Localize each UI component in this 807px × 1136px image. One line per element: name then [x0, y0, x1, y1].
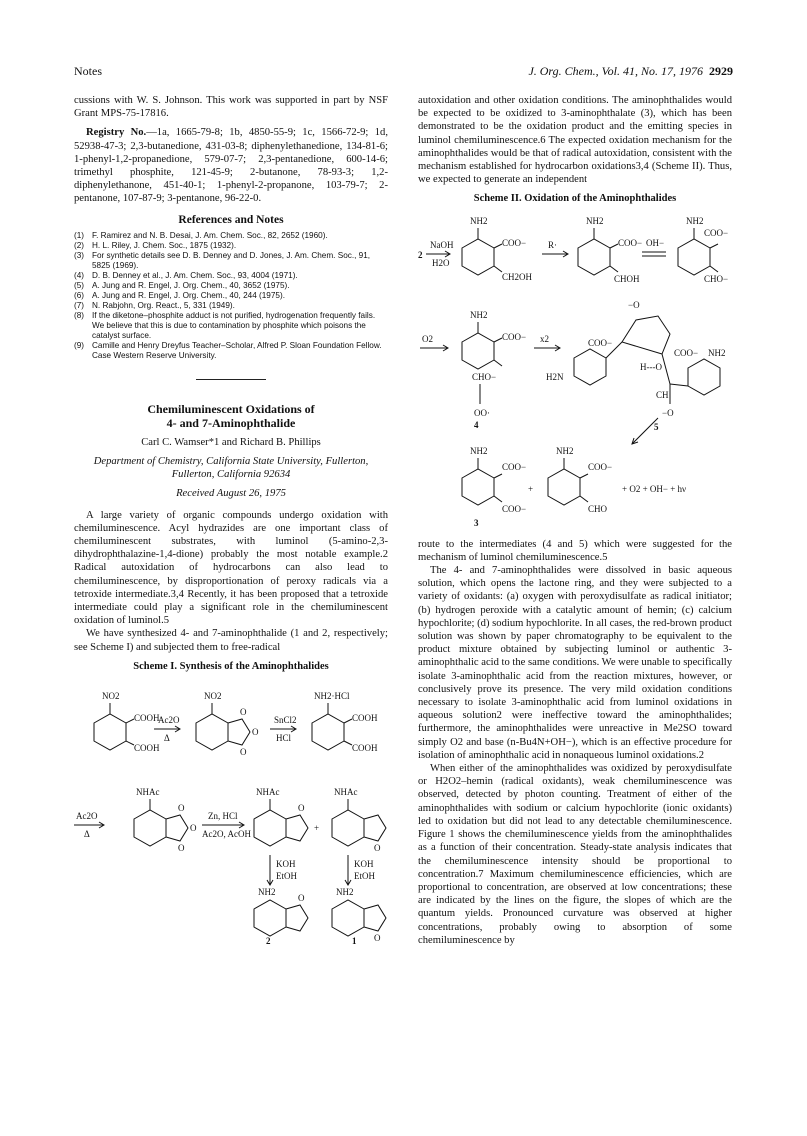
- carboxyl-label: COOH: [352, 713, 378, 724]
- oxygen-label: O: [374, 843, 381, 854]
- registry-paragraph: [74, 126, 388, 205]
- methods-paragraph: The 4- and 7-aminophthalides were dissolved in basic aqueous solution, which opens the lactone ring, and they were subjected to a variety of oxidants: (a) oxygen with peroxydisulfate as radical initiator; (b) hydrogen peroxide with a catalytic amount of hemin; (c) calcium hypochlorite; (d) sodium hypochlorite. In all cases, the red-brown product solution was shown by paper chromatography to be equivalent to the product mixture obtained by subjecting luminol or authentic 3-aminophthalic acid to the same conditions. We were unable to specifically isolate 3-aminophthalic acid from the reaction mixtures, however, or conclusively prove its presence. The very mild oxidation conditions necessary to isolate 3-aminophthalic acid from luminol oxidations in aqueous solution2 were ineffective toward the aminophthalides; furthermore, the aminophthalides were unreactive in Me2SO toward simply O2 and base (n-Bu4N+OH−), which is an effective procedure for isolation of aminophthalic acid in nonaqueous luminol oxidations.2: [418, 565, 733, 761]
- compound-number: 2: [418, 249, 423, 260]
- solvent-label: EtOH: [354, 871, 375, 882]
- benzene-ring: [688, 359, 720, 395]
- benzene-ring: [254, 900, 286, 936]
- carboxyl-label: COOH: [134, 713, 160, 724]
- reference-item: (4) D. B. Denney et al., J. Am. Chem. Soc., 93, 4004 (1971).: [74, 270, 298, 280]
- oxygen-label: O: [374, 933, 381, 944]
- compound-number: 2: [266, 936, 271, 946]
- lactone-ring: [364, 815, 386, 841]
- solvent-label: EtOH: [276, 871, 297, 882]
- benzene-ring: [462, 333, 494, 369]
- scheme-1-title: Scheme I. Synthesis of the Aminophthalides: [133, 660, 329, 672]
- benzene-ring: [312, 714, 344, 750]
- acknowledgment-paragraph: cussions with W. S. Johnson. This work was supported in part by NSF Grant MPS-75-17816.: [74, 95, 388, 120]
- reference-item: (7) N. Rabjohn, Org. React., 5, 331 (1949).: [74, 300, 235, 310]
- oxygen-label: O: [178, 843, 185, 854]
- carboxyl-label: COOH: [134, 743, 160, 754]
- amine-label: NH2: [470, 309, 488, 320]
- peroxy-radical-label: OO·: [474, 407, 490, 418]
- benzene-ring: [578, 239, 610, 275]
- page-number: 2929: [709, 64, 733, 78]
- amine-salt-label: NH2·HCl: [314, 691, 350, 702]
- plus-sign: +: [528, 483, 534, 494]
- amine-label: NH2: [586, 215, 604, 226]
- synthesis-paragraph: We have synthesized 4- and 7-aminophthalide (1 and 2, respectively; see Scheme I) and subjected them to free-radical: [74, 628, 388, 653]
- plus-sign: +: [314, 823, 320, 834]
- dimerization-label: x2: [540, 333, 549, 344]
- acetamido-label: NHAc: [136, 787, 160, 798]
- radical-carbinol-label: CHOH: [614, 273, 640, 284]
- reagent-label: Ac2O: [76, 811, 98, 822]
- reference-item: (8) If the diketone–phosphite adduct is not purified, hydrogenation frequently fails. We believe that this is due to contamination by phosphite which poisons the catalyst surface.: [74, 310, 376, 340]
- carboxylate-label: COO−: [704, 227, 729, 238]
- oxide-label: −O: [662, 407, 674, 418]
- hydroxymethyl-label: CH2OH: [502, 271, 533, 282]
- article-title-line-2: 4- and 7-Aminophthalide: [166, 415, 296, 430]
- autoxidation-paragraph: autoxidation and other oxidation conditions. The aminophthalides would be expected to be oxidized to 3-aminophthalate (3), which has been demonstrated to be the oxidation product and the emitting species in luminol chemiluminescence.6 The expected oxidation mechanism for the aminophthalides would be that of radical autoxidation, consistent with the mechanism established for hydrocarbon oxidations3,4 (Scheme II). Thus, we expected to generate an independent: [418, 95, 732, 186]
- compound-number: 1: [352, 936, 357, 946]
- reference-item: (5) A. Jung and R. Engel, J. Org. Chem., 40, 3652 (1975).: [74, 280, 290, 290]
- base-label: OH−: [646, 237, 665, 248]
- carboxylate-label: COO−: [502, 503, 527, 514]
- references-list: [74, 231, 388, 361]
- reagent-label: Ac2O: [158, 715, 180, 726]
- reference-item: (3) For synthetic details see D. B. Denney and D. Jones, J. Am. Chem. Soc., 91, 5825 (1969).: [74, 250, 371, 270]
- benzene-ring: [134, 810, 166, 846]
- lactone-ring: [286, 815, 308, 841]
- reagent-label: Ac2O, AcOH: [202, 829, 251, 840]
- affiliation: Department of Chemistry, California State University, Fullerton, Fullerton, California 92634: [93, 456, 369, 481]
- right-column: [418, 94, 732, 947]
- reference-item: (2) H. L. Riley, J. Chem. Soc., 1875 (1932).: [74, 240, 237, 250]
- running-head-section: Notes: [74, 64, 102, 78]
- reagent-label: KOH: [354, 859, 374, 870]
- oxygen-label: O: [252, 727, 259, 738]
- oxygen-label: O: [298, 893, 305, 904]
- oxygen-label: O: [190, 823, 197, 834]
- benzene-ring: [332, 900, 364, 936]
- amine-label: NH2: [470, 445, 488, 456]
- oxide-label: −O: [628, 299, 640, 310]
- oxygen-label: O: [178, 803, 185, 814]
- references-heading: References and Notes: [178, 213, 284, 226]
- amine-label: NH2: [470, 215, 488, 226]
- tetroxide-ring: [622, 316, 670, 354]
- article-title-line-1: Chemiluminescent Oxidations of: [147, 401, 315, 416]
- reagent-label: KOH: [276, 859, 296, 870]
- reference-item: (1) F. Ramirez and N. B. Desai, J. Am. Chem. Soc., 82, 2652 (1960).: [74, 230, 328, 240]
- benzene-ring: [94, 714, 126, 750]
- reagent-label: HCl: [276, 733, 292, 744]
- results-paragraph: When either of the aminophthalides was oxidized by peroxydisulfate or H2O2–hemin (radical oxidants), weak chemiluminescence was observed, detected by photon counting. Treatment of either of the aminophthalides with sodium or calcium hypochlorite (ionic oxidants) led to oxidation but did not lead to any detectable chemiluminescence. Figure 1 shows the chemiluminescence yields from the aminophthalides as a function of their concentration. Steady-state analysis indicates that the chemiluminescence intensity should be proportional to concentration.7 Maximum chemiluminescence efficiencies, which are proportional to concentration, are observed at low concentrations; these are indicated by the lines on the figure, the slopes of which are the quantum yields. Pronounced curvature was observed at higher concentrations, probably owing to absorption of some chemiluminescence by: [418, 763, 732, 946]
- section-divider: [196, 379, 266, 380]
- heat-label: Δ: [164, 733, 170, 744]
- anhydride-ring: [166, 815, 188, 841]
- registry-text: —1a, 1665-79-8; 1b, 4850-55-9; 1c, 1566-72-9; 1d, 52938-47-3; 2,3-butanedione, 431-03-8; diphenylethanedione, 134-81-6; 1-phenyl-1,2-propanedione, 579-07-7; 2,3-pentanedione, 600-14-6; trimethyl phosphite, 121-45-9; 2-butanone, 78-93-3; 1,2-diphenylethanone, 451-40-1; 1-phenyl-2-propanone, 103-79-7; 2-pentanone, 107-87-9; 3-pentanone, 96-22-0.: [74, 127, 388, 205]
- intro-paragraph: A large variety of organic compounds undergo oxidation with chemiluminescence. Acyl hydrazides are one important class of chemiluminescent substrates, with luminol (5-amino-2,3-dihydrophthalazine-1,4-dione) probably the most notable example.2 Radical autoxidation of hydrocarbons can also lead to chemiluminescence, by disproportionation of peroxy radicals via a tetroxide intermediate.3,4 Recently, it has been proposed that a tetroxide intermediate could play a significant role in the chemiluminescent oxidation of luminol.5: [74, 509, 388, 627]
- carboxylate-label: COO−: [502, 237, 527, 248]
- methine-label: CH: [656, 389, 669, 400]
- anhydride-ring: [228, 719, 250, 745]
- left-column: [74, 94, 388, 945]
- scheme-2-title: Scheme II. Oxidation of the Aminophthalides: [473, 193, 677, 205]
- nitro-label: NO2: [102, 691, 120, 702]
- authors: Carl C. Wamser*1 and Richard B. Phillips: [141, 436, 321, 448]
- reagent-label: SnCl2: [274, 715, 297, 726]
- route-paragraph: route to the intermediates (4 and 5) which were suggested for the mechanism of luminol chemiluminescence.5: [418, 538, 732, 563]
- aldehyde-anion-label: CHO−: [472, 371, 497, 382]
- carboxylate-label: COO−: [502, 461, 527, 472]
- carboxylate-label: COO−: [588, 337, 613, 348]
- amine-label: NH2: [686, 215, 704, 226]
- acetamido-label: NHAc: [334, 787, 358, 798]
- nitro-label: NO2: [204, 691, 222, 702]
- carboxylate-label: COO−: [618, 237, 643, 248]
- products-tail: + O2 + OH− + hν: [622, 483, 687, 494]
- amine-label: NH2: [708, 347, 726, 358]
- oxygen-label: O: [298, 803, 305, 814]
- lactone-ring: [364, 905, 386, 931]
- heat-label: Δ: [84, 829, 90, 840]
- running-head-journal: [528, 64, 733, 79]
- journal-citation: J. Org. Chem., Vol. 41, No. 17, 1976: [528, 64, 703, 78]
- solvent-label: H2O: [432, 257, 450, 268]
- registry-label: Registry No.: [86, 127, 147, 139]
- benzene-ring: [678, 239, 710, 275]
- carboxyl-label: COOH: [352, 743, 378, 754]
- hydrogen-bond-label: H---O: [640, 361, 662, 372]
- oxygen-reagent-label: O2: [422, 333, 433, 344]
- benzene-ring: [548, 469, 580, 505]
- compound-number: 3: [474, 517, 479, 528]
- radical-label: R·: [548, 239, 557, 250]
- amine-label: NH2: [258, 887, 276, 898]
- benzene-ring: [254, 810, 286, 846]
- oxygen-label: O: [240, 747, 247, 758]
- lactone-ring: [286, 905, 308, 931]
- amine-label: NH2: [336, 887, 354, 898]
- amine-label: NH2: [556, 445, 574, 456]
- carboxylate-label: COO−: [674, 347, 699, 358]
- reagent-label: Zn, HCl: [208, 811, 238, 822]
- scheme-2-diagram: [418, 208, 732, 538]
- carboxylate-label: COO−: [502, 331, 527, 342]
- benzene-ring: [332, 810, 364, 846]
- reference-item: (9) Camille and Henry Dreyfus Teacher–Scholar, Alfred P. Sloan Foundation Fellow. Case Western Reserve University.: [74, 340, 382, 360]
- benzene-ring: [196, 714, 228, 750]
- amine-label: H2N: [546, 371, 564, 382]
- benzene-ring: [574, 349, 606, 385]
- oxygen-label: O: [240, 707, 247, 718]
- reagent-label: NaOH: [430, 239, 454, 250]
- scheme-1-diagram: [74, 675, 388, 945]
- benzene-ring: [462, 469, 494, 505]
- received-date: Received August 26, 1975: [176, 488, 286, 500]
- aldehyde-label: CHO: [588, 503, 608, 514]
- compound-number: 4: [474, 419, 479, 430]
- benzene-ring: [462, 239, 494, 275]
- aldehyde-anion-label: CHO−: [704, 273, 729, 284]
- reference-item: (6) A. Jung and R. Engel, J. Org. Chem., 40, 244 (1975).: [74, 290, 285, 300]
- carboxylate-label: COO−: [588, 461, 613, 472]
- compound-number: 5: [654, 421, 659, 432]
- acetamido-label: NHAc: [256, 787, 280, 798]
